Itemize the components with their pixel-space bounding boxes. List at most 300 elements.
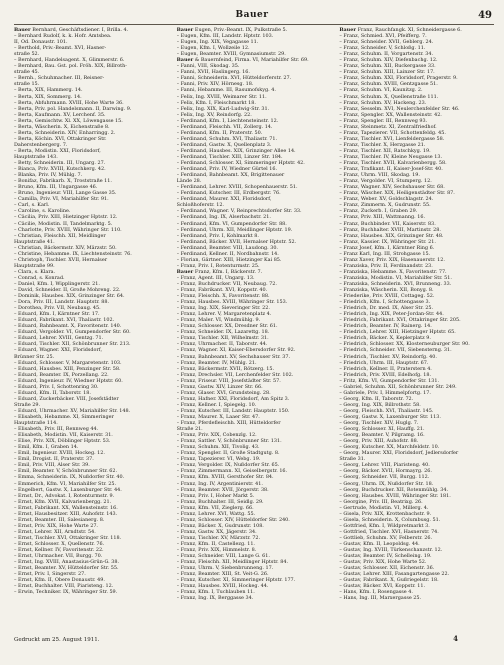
entry-text: – Eduard, Kfm. II, Taborstr. 18.: [14, 389, 91, 396]
entry-text: – Franz, Schuhm. XIII, Lainzer Str. 17.: [339, 69, 435, 76]
entry-text: – Eduard, Beamter. IX, Porzellang. 22.: [14, 371, 109, 378]
entry-text: – Franz, Zimmerm. X, Gudrunstr. 55.: [339, 202, 431, 209]
entry-text: – Ferdinand, Kfm. II, Praterstr. 50.: [176, 129, 263, 136]
entry-text: – Friedrich, Schneider. VII, Siebensterng. 31.: [339, 347, 452, 354]
entry-text: – Erwin, Techniker. IX, Währinger Str. 59.: [14, 589, 118, 596]
entry-text: – Berta, XIX, Hammerg. 14.: [14, 87, 83, 94]
entry-text: – Franz, Tischler. X, Herzgasse 21.: [339, 141, 426, 148]
entry-text: – Franz, Priv. I, Hoher Markt 5.: [176, 492, 255, 499]
entry-text: – Franz, Schuhm. XII, Ruckergasse 33.: [339, 63, 436, 70]
entry-text: – Berta, Gemischtw. Xl. XX, Löwengasse 15.: [14, 117, 123, 124]
entry-text: – Franz, Tapezierer. VII, Schottenfeldg. 45.: [339, 129, 446, 136]
entry-text: – Ferdinand, Schuhm. XVI, Thaliastr. 71.: [176, 135, 278, 142]
entry-text: – Franz, Schuhm. X, Quellenstraße 111.: [339, 93, 439, 100]
entry-text: – Gottfried, Kfm. I, Wildpretmarkt 3.: [339, 522, 430, 529]
entry-text: – Franz, Hafner. XXI, Floridsdorf, Am Spitz 3.: [176, 395, 290, 402]
entry-text: – Franz, Weber. XV, Goldschlagstr. 24.: [339, 196, 434, 203]
entry-text: – Ernst, Kfm. II, Obere Donaustr. 49.: [14, 577, 105, 584]
entry-text: – Ferdinand, Hausbes. XIX, Grinzinger Allee 14.: [176, 147, 296, 154]
entry-text: – Franz, Uhrm. V, Siebenbrunneng. 17.: [176, 565, 274, 572]
entry-text: – Berta, Köchin. XVI, Ottakringer Str.: [14, 135, 107, 142]
entry-text: – Ferdinand, Tischler. XIII, Linzer Str. 184.: [176, 153, 283, 160]
entry-text: – Fritz, Kfm. VI, Gumpendorfer Str. 131.: [339, 377, 440, 384]
entry-text: – Franz, Kutscher. III, Landstr. Hauptstr. 150.: [176, 407, 290, 414]
entry-text: – Bianca, Priv. XVIII, Kutschkerg. 42.: [14, 166, 106, 173]
entry-text: – Franz, Bäcker. X, Gudrunstr. 108.: [176, 522, 264, 529]
entry-text: – Franz, Drechsler. VII, Lerchenfelder Str. 102.: [176, 371, 294, 378]
entry-text: – Gustav, Priv. XIX, Hohe Warte 52.: [339, 559, 427, 566]
entry-text: – Eduard, Kfm. I, Kärntner Str. 17.: [14, 311, 100, 318]
entry-text: – Gustav, Fabrikant. X, Gußriegelstr. 18.: [339, 577, 439, 584]
entry-text: – Ferdinand, Maurer. XXI, Floridsdorf,: [176, 196, 272, 203]
entry-text: – Gustav, Lehrer. XIII, Fasangartengasse 22.: [339, 571, 450, 578]
entry-text: – Florian, Gärtner. XIII, Hietzinger Kai 85.: [176, 256, 282, 263]
entry-text: – Ernst, Schlosser. X, Quellenstr. 76.: [14, 540, 105, 547]
entry-text: – Friedrich, Bäcker. X, Keplerplatz 9.: [339, 335, 431, 342]
entry-text: – Fanni, XVII, Haslingerg. 16.: [176, 69, 250, 76]
entry-text: – Franz, Sattler. V, Schönbrunner Str. 131.: [176, 438, 282, 445]
directory-columns: [14, 27, 494, 630]
page-header: [0, 10, 504, 24]
entry-text: – Christine, Hebamme. IX, Liechtensteinstr. 76.: [14, 250, 132, 257]
entry-text: – Gisela, Schneiderin. X, Columbusg. 51.: [339, 516, 441, 523]
entry-text: – Franz, Kfm. I, Tuchlauben 11.: [176, 589, 255, 596]
entry-text: – Franz, Lehrer. V, Margaretenplatz 4.: [176, 311, 272, 318]
entry-text: – Franziska, Wäscherin. XII, Bonyg. 8.: [339, 287, 434, 294]
entry-text: – Friedrich, Tischler. XV, Reindorfg. 40.: [339, 353, 437, 360]
entry-text: – Franz, Fabrikant. XVI, Koppstr. 40.: [176, 287, 268, 294]
entry-text: – Ferdinand, Kfm. VI, Gumpendorfer Str. 88.: [176, 220, 287, 227]
entry-text: – Friedrich, Kfm. I, Schottengasse 3.: [339, 299, 431, 306]
entry-text: – Caroline, s. Karoline.: [14, 208, 71, 215]
entry-text: – Franz, Kfm. XVIII, Gersthofer Str. 84.: [176, 474, 274, 481]
entry-text: – Elisabeth, Modistin. VII, Kaiserstr. 31.: [14, 432, 113, 439]
entry-text: – Eugen, Kfm. I, Wollzeile 12.: [176, 45, 250, 52]
entry-text: – Gottlieb, Schuhm. XV, Felberstr. 26.: [339, 534, 433, 541]
entry-text: – Ferdinand, Schlosser. XI, Simmeringer Hptstr. 42.: [176, 160, 305, 167]
entry-text: – Emil, Beamter. V, Schönbrunner Str. 62.: [14, 468, 118, 475]
page-number: 49: [478, 10, 492, 21]
entry-text: – Eugen, Beamter. XVIII, Gymnasiumstr. 29.: [176, 51, 286, 58]
entry-text: – Georg, Schneider. VII, Burgg. 112.: [339, 474, 430, 481]
entry-text: – Georg, Bäcker. XVII, Hormayrg. 26.: [339, 468, 432, 475]
entry-text: Franz, Rauchfangk. XI, Schneidergasse 6.: [357, 27, 462, 33]
entry-text: II, Od. Donaustr. 101.: [14, 39, 68, 46]
entry-text: – Emma, Schneiderin. IX, Nußdorfer Str. 40.: [14, 474, 125, 481]
entry-text: – Franz, Wäscher. XIX, Heiligenstädter Str. 87.: [339, 190, 455, 197]
directory-entry: [339, 595, 494, 601]
entry-text: – Georgine, Priv. III, Beatrixg. 26.: [339, 498, 423, 505]
entry-text: – Emmerich, Kfm. VI, Mariahilfer Str. 25.: [14, 480, 117, 487]
entry-text: – Emil, Drogist. II, Praterstr. 37.: [14, 456, 94, 463]
entry-text: – Franz, Hausbes. XVIII, Währinger Str. 153.: [176, 299, 288, 306]
entry-text: – Franziska, Schneiderin. XVI, Brunneng. 33.: [339, 280, 452, 287]
entry-text: – Franz, Maurer. X, Laaer Str. 47.: [176, 414, 260, 420]
entry-text: – Gustav, Beamter. IV, Schelleing. 19.: [339, 553, 432, 560]
entry-text: – Friedrich, Schlosser. XX, Klosterneuburger Str. 90.: [339, 341, 470, 348]
entry-text: – Franz, Schneider. VIII, Lange G. 61.: [176, 553, 270, 560]
entry-text: Hauptstraße 41.: [14, 238, 55, 245]
entry-text: Hauptstraße 143.: [14, 153, 58, 160]
entry-text: – Ferdinand, Fleischh. VII, Zollerg. 14.: [176, 123, 273, 130]
entry-surname: Bauer: [176, 268, 195, 275]
entry-text: – Ferdinand, Uhrm. XII, Meidlinger Hptstr. 19.: [176, 226, 293, 233]
entry-text: – Ernst, Tischler. XVI, Ottakringer Str. 118.: [14, 534, 122, 541]
entry-text: – Franz, Tischler. XII, Ratschkyg. 19.: [339, 147, 431, 154]
entry-text: – Franz, Schneider. XVII, Geblerg. 24.: [339, 39, 434, 46]
entry-text: – Franz, Friseur. VIII, Josefstädter Str. 57.: [176, 377, 281, 384]
entry-text: – Friedrich, Fabrikant. XVI, Ottakringer Str. 205.: [339, 317, 461, 324]
entry-text: – Blanka, Priv. IV, Mühlg. 7.: [14, 172, 83, 179]
entry-text: & Bauernfeind, Firma. VI, Mariahilfer Str. 69.: [194, 57, 309, 64]
entry-text: – Ernst, Buchhalter. VIII, Piaristeng. 12.: [14, 583, 114, 590]
print-date: Gedruckt am 25. August 1911.: [14, 637, 100, 643]
entry-text: – Ferdinand, Lehrer. XVIII, Schopenhauerstr. 51.: [176, 184, 298, 191]
entry-text: – Franz, Priv. XIX, Cobenzlg. 12.: [176, 432, 257, 439]
entry-text: – Bernhard, Handelsagent. X, Glimmerstr. 6.: [14, 57, 125, 64]
entry-text: – Ferdinand, Bahnbeamt. XX, Brigittenauer: [176, 172, 285, 179]
entry-text: – Berta, XIX, Sommerg. 14.: [14, 93, 82, 100]
entry-text: – Gustav, Bäcker. XVI, Koppstr. 11.: [339, 583, 426, 590]
entry-text: – Franz, Gastw. XX, Jägerstr. 34.: [176, 528, 257, 535]
entry-text: – Franz, Uhrmacher. II, Taborstr. 44.: [176, 341, 268, 348]
entry-text: – Ernst, Beamter. III, Salesianerg. 8.: [14, 516, 105, 523]
entry-text: – Bernhard, Bau. Gst. pol. Fröh. XIX, Billroth-: [14, 63, 127, 70]
entry-text: – Charlotte, Priv. XVIII, Währinger Str. 110.: [14, 226, 122, 233]
signature-mark: 4: [453, 634, 458, 643]
entry-text: Straße 29.: [14, 401, 41, 408]
entry-text: – Conrad, s. Konrad.: [14, 274, 65, 281]
entry-text: – Franz, Buchbinder. VII, Kaiserstr. 83.: [339, 220, 436, 227]
entry-text: – Franz, Tischler. XVII, Kalvarienbergg. 58.: [339, 160, 447, 167]
entry-text: straße 52.: [14, 51, 40, 58]
entry-text: Hauptstraße 114.: [14, 420, 58, 427]
entry-text: – Ferdinand, Priv. IV, Wiedner Gürtel 16.: [176, 166, 277, 173]
entry-text: – Franz, Schlosser. XIV, Hütteldorfer Str. 240.: [176, 516, 290, 523]
entry-text: – Felix, Kfm. I, Fleischmarkt 18.: [176, 99, 256, 106]
entry-text: – Hans, Kfm. I, Rosengasse 4.: [339, 589, 413, 596]
entry-text: – Ferdinand, Gastw. X, Quellenplatz 3.: [176, 141, 272, 148]
entry-text: – Franz, Lehrer. XVI, Wattg. 55.: [176, 510, 256, 517]
entry-text: – Fanni, Hebamme. III, Rasumofskyg. 4.: [176, 87, 276, 94]
entry-text: – Berta, Modistin. XXI, Floridsdorf,: [14, 147, 101, 154]
entry-text: – Friederike, Priv. XVIII, Cottageg. 52.: [339, 293, 435, 300]
entry-surname: Bauer: [176, 27, 195, 33]
entry-text: – Eduard, Wagner. XXI, Floridsdorf,: [14, 347, 102, 354]
entry-text: – Berthold, Priv.-Beamt. XVI, Hasner-: [14, 45, 107, 52]
entry-text: – Franz, Beamter. XIII, St. Veit-G. 26.: [176, 571, 269, 578]
entry-text: – Felix, Ing. XV, Reindorfg. 22.: [176, 111, 252, 118]
entry-text: – Gertrude, Modistin. VI, Millerg. 4.: [339, 504, 429, 511]
entry-text: – Ferdinand, Kfm. I, Liechtensteinstr. 12.: [176, 117, 279, 124]
entry-text: – Franz, Fleischh. XII, Meidlinger Hptstr. 84.: [176, 559, 288, 566]
entry-text: Brünner Str. 25.: [14, 353, 55, 360]
entry-text: – Franz, Schneider. V, Schloßg. 11.: [339, 45, 426, 52]
entry-text: – Elisabeth, Priv. III, Rennweg 44.: [14, 426, 99, 433]
entry-text: Hauptstraße 99.: [14, 262, 55, 269]
entry-text: – Berta, Abfuhrmann. XVIII, Hohe Warte 36.: [14, 99, 124, 106]
entry-text: – Bernh., Schuhmacher. III, Reisner-: [14, 75, 105, 82]
entry-text: – Gisela, Priv. XIX, Krottenbachstr. 9.: [339, 510, 432, 517]
entry-text: – Eugen, Kfm. III, Landstr. Hptstr. 103.: [176, 33, 274, 40]
entry-text: – Ernst, Kellner. IV, Favoritenstr. 22.: [14, 547, 104, 554]
entry-text: – Ernst, Uhrmacher. VII, Burgg. 70.: [14, 553, 103, 560]
entry-text: – Dorothea, Priv. VII, Neubaug. 45.: [14, 305, 101, 312]
entry-text: – Franz, Buchhalter. III, Seidlg. 29.: [176, 498, 264, 505]
entry-text: straße 45.: [14, 69, 40, 76]
entry-text: – Friedrich, Uhrm. III, Hauptstr. 67.: [339, 359, 429, 366]
directory-entry: [14, 589, 169, 595]
entry-text: – Friedrich, Lehrer. XIII, Hietzinger Hptstr. 65.: [339, 329, 456, 336]
entry-text: – Franz, Ing. IV, Argentinierstr. 41.: [176, 480, 263, 487]
entry-text: – Ferdinand, Kellner. II, Nordbahnstr. 14.: [176, 250, 279, 257]
column-2: [177, 27, 332, 630]
entry-text: – Emil, Priv. VIII, Alser Str. 39.: [14, 462, 90, 469]
entry-text: – Ernst, Priv. I, Singerstr. 27.: [14, 571, 86, 578]
entry-text: Bernhard, Geschäftsdiener. I, Brilla. 4.: [32, 27, 129, 33]
entry-text: – Franz, Kfm. II, Castellezg. 11.: [176, 540, 255, 547]
entry-text: – Franz, Schuhm. II, Vorgartenstr. 34.: [339, 51, 434, 58]
entry-text: – Ernst, Ing. XVIII, Anastasius-Grün-G. 38.: [14, 559, 120, 566]
entry-text: – Franz, Vergolder. VI, Stumperg. 12.: [339, 178, 432, 185]
entry-text: – Franziska, Priv. II, Ferdinandstr. 23.: [339, 262, 433, 269]
entry-text: – Bruno, Ingenieur. VIII, Lange Gasse 35.: [14, 190, 117, 197]
entry-text: – Christian, Bäckermstr. XIV, Märzstr. 50.: [14, 244, 117, 251]
entry-text: – Franz, Hausbes. XVIII, Hockeg. 44.: [176, 583, 269, 590]
directory-entry: [177, 595, 332, 601]
entry-text: – Gottfried, Tischler. XVI, Hasnerstr. 74.: [339, 528, 439, 535]
entry-text: – Franz, Maler. VI, Windmühlg. 9.: [176, 317, 261, 324]
entry-text: – Eduard, Hausbes. XIII, Penzinger Str. 58.: [14, 365, 121, 372]
entry-text: – Franz, Zuckerb. I, Graben 29.: [339, 208, 418, 215]
entry-text: – Georg, Gastw. X, Laxenburger Str. 113.: [339, 414, 441, 420]
entry-text: – Berta, Wäscherin. X, Eichenstraße 8.: [14, 123, 110, 130]
entry-text: – Franz, Beamter. XVII, Jörgerstr. 38.: [176, 486, 269, 493]
entry-text: – Eduard, Zuckerbäcker. VIII, Josefstädter: [14, 395, 119, 402]
entry-text: – Berta, Priv. pol. Handelsmann. II, Darwing. 9.: [14, 105, 132, 112]
column-1: [14, 27, 169, 630]
entry-text: – Franziska, Modistin. VI, Mariahilfer Str. 51.: [339, 274, 452, 281]
entry-text: – Georg, Lehrer. VIII, Piaristeng. 40.: [339, 462, 430, 469]
entry-text: – Ernst, Priv. XIX, Hohe Warte 27.: [14, 522, 98, 529]
entry-text: – Emil, Kfm. I, Graben 14.: [14, 444, 79, 451]
entry-text: – Georg, Priv. XIII, Auhofstr. 88.: [339, 438, 419, 445]
entry-text: – Eduard, Priv. I, Schottenring 30.: [14, 383, 99, 390]
entry-text: – Eduard, Uhrmacher. XV, Mariahilfer Str. 148.: [14, 407, 131, 414]
entry-text: – Franz, Beamter. IV, Mühlg. 21.: [176, 359, 257, 366]
entry-text: – Franz, Zimmermann. XI, Geiselbergstr. 16.: [176, 468, 288, 475]
entry-text: – Franz, Tapezierer. VI, Webg. 19.: [176, 456, 261, 463]
entry-text: – Fanni, Schneiderin. XVI, Hütteldorferstr. 27.: [176, 75, 292, 82]
entry-text: – Georg, Maurer. XXI, Floridsdorf, Jedlersdorfer: [339, 450, 459, 457]
entry-text: – Carl, s. Karl.: [14, 202, 50, 209]
entry-text: – Felix, Ing. XIX, Karl-Ludwig-Str. 31.: [176, 105, 270, 112]
entry-text: – Ferdinand, Kutscher. III, Erdbergstr. 76.: [176, 190, 281, 197]
entry-text: – Franz, Kellner. I, Spiegelg. 10.: [176, 401, 257, 408]
entry-text: – Eugen, Ing. XIX, Vegagasse 11.: [176, 39, 259, 46]
entry-text: – Franz, Ing. XIX, Sieveringer Str. 22.: [176, 305, 270, 312]
entry-text: – Georg, Tischler. XIV, Huglg. 7.: [339, 420, 419, 427]
entry-text: – Franz, Priv. XIII, Wattmanng. 16.: [339, 214, 426, 221]
entry-text: – Gustav, Kfm. II, Leopoldsg. 44.: [339, 540, 420, 547]
entry-text: – Franz, Agent. III, Ungarg. 13.: [176, 274, 255, 281]
entry-text: – Eduard, Ingenieur. IV, Wiedner Hptstr. 60.: [14, 377, 123, 384]
entry-text: – Ferdinand, Priv. I, Kohlmarkt 8.: [176, 232, 259, 239]
entry-text: Straße 21.: [176, 426, 203, 433]
entry-text: – Georg, Kutscher. XX, Marchfeldstr. 10.: [339, 444, 440, 451]
entry-text: – Fanni, Priv. XIV, Hörnesg. 18.: [176, 81, 254, 88]
entry-text: – Gabriele, Priv. I, Himmelpfortg. 17.: [339, 389, 431, 396]
entry-text: – Daniel, Kfm. I, Wipplingerstr. 21.: [14, 280, 100, 287]
entry-text: – Betty, Schneiderin. III, Ungarg. 27.: [14, 160, 106, 167]
entry-text: – Christian, Fleischh. XII, Meidlinger: [14, 232, 106, 239]
entry-text: – Franz, Kutscher. XI, Simmeringer Hptstr. 177.: [176, 577, 296, 584]
column-3: [339, 27, 494, 630]
entry-text: – Friedrich, Dr. med. IX, Alser Str. 25.: [339, 305, 434, 312]
entry-text: – Friedrich, Beamter. IV, Rainerg. 14.: [339, 323, 432, 330]
entry-text: – Franziska, Hebamme. X, Favoritenstr. 77.: [339, 268, 447, 275]
entry-text: – Dora, Priv. III, Landstr. Hauptstr. 88.: [14, 299, 110, 306]
entry-text: – Franz Karl, Ing. III, Strohgasse 15.: [339, 250, 431, 257]
entry-text: – Christoph, Tischler. XVII, Hernalser: [14, 256, 108, 263]
entry-text: – Franz, Glaser. XVI, Grundsteing. 28.: [176, 389, 271, 396]
entry-text: – Franz, Buchhalter. XVIII, Martinstr. 28.: [339, 226, 441, 233]
entry-text: – Gabriel, Schuhm. XII, Schönbrunner Str. 249.: [339, 383, 457, 390]
entry-text: – Franz, Bahnbeamt. XV, Sechshauser Str. 37.: [176, 353, 291, 360]
entry-text: Daherstenbergerg. 7.: [14, 141, 68, 148]
entry-text: – Eduard, Fabrikant. XVI, Thaliastr. 102.: [14, 317, 115, 324]
entry-text: – Gustav, Ing. XVIII, Türkenschanzstr. 12.: [339, 547, 443, 554]
entry-text: – Franz, Gastw. XIV, Linzer Str. 66.: [176, 383, 263, 390]
entry-text: – Franz, Priv. XIX, Himmelstr. 8.: [176, 547, 257, 554]
entry-text: – Berta, Kaufmann. XV, Lerchenf. 35.: [14, 111, 106, 118]
entry-text: – Bruno, Kfm. III, Ungargasse 46.: [14, 184, 98, 191]
entry-text: – Ferdinand, Bäcker. XVII, Hernalser Hptstr. 52.: [176, 238, 297, 245]
entry-text: – Franz, Schmied. XVI, Pfeifferg. 7.: [339, 33, 427, 40]
entry-text: – Franz, Spengler. XX, Wallensteinstr. 42.: [339, 111, 442, 118]
entry-text: – Friedrich, Priv. XVIII, Edelhofg. 18.: [339, 371, 432, 378]
entry-text: – Franz, Hausbes. XIX, Grinzinger Str. 48.: [339, 232, 444, 239]
entry-text: – Ernst, Fabrikant. XX, Wallensteinstr. 16.: [14, 504, 118, 511]
entry-text: Schloßhoferstr. 12.: [176, 202, 224, 209]
entry-text: – Eduard, Schlosser. V, Margaretenstr. 103.: [14, 359, 122, 366]
entry-text: Franz, Kfm. I, Bäckerstr. 7.: [194, 268, 263, 275]
entry-text: – Franz, Spengler. II, Große Stadtgutg. 8.: [176, 450, 280, 457]
entry-text: Eugen, Priv.-Beamt. IX, Pulkstraße 5.: [194, 27, 288, 33]
entry-text: – Franz, Tischler. XV, Märzstr. 72.: [176, 534, 261, 541]
entry-text: – Franz, Schlosser. XX, Dresdner Str. 61.: [176, 323, 278, 330]
entry-text: – Cäcilie, Modistin. II, Tandelmarktg. 5.: [14, 220, 113, 227]
entry-text: – Franz, Schuhm. VI, Kaunitzg. 2.: [339, 87, 423, 94]
entry-text: – Bernhard Rudolf, k. k. Hofr. Amtsbea.: [14, 33, 112, 40]
entry-text: – Franz, Bäckermstr. XVII, Rötzerg. 15.: [176, 365, 275, 372]
entry-text: – Eduard, Bahnbeamt. X, Favoritenstr. 140.: [14, 323, 122, 330]
entry-text: Lände 28.: [176, 178, 202, 185]
entry-text: – Elisabeth, Hebamme. XI, Simmeringer: [14, 414, 114, 420]
entry-text: – Franz, Schneider. IX, Lazarettg. 18.: [176, 329, 270, 336]
entry-text: – Eduard, Vergolder. VI, Gumpendorfer Str. 60.: [14, 329, 131, 336]
entry-text: – Franz, Schuhm. XIV, Diefenbachg. 12.: [339, 57, 438, 64]
entry-text: – Franz Xaver, Priv. XIX, Hasenauerstr. 12.: [339, 256, 445, 263]
entry-text: – Franz, Kfm. VII, Zieglerg. 66.: [176, 504, 254, 511]
entry-surname: Bauer: [176, 57, 195, 64]
entry-text: – Franz, Schuhm. XXI, Floridsdorf, Pragerstr. 9.: [339, 75, 458, 82]
header-rule: [14, 24, 494, 25]
entry-text: – Camilla, Priv. VI, Mariahilfer Str. 91.: [14, 196, 109, 203]
entry-text: – Ferdinand, Ing. IX, Alserbachstr. 21.: [176, 214, 271, 221]
entry-text: – Franz, Wagner. XI, Kaiser-Ebersdorfer Str. 92.: [176, 347, 296, 354]
entry-text: – Bonifaz, Fabrikarb. X, Troststraße 11.: [14, 178, 112, 185]
entry-surname: Bauer: [339, 27, 358, 33]
entry-text: – Franz, Ing. IX, Berggasse 34.: [176, 595, 254, 602]
entry-text: – Franz, Tischler. XVI, Lienfeldergasse 58.: [339, 135, 445, 142]
entry-text: – Ernst, Beamter. XV, Hütteldorfer Str. 55.: [14, 565, 119, 572]
entry-text: – Dominik, Hausbes. XIX, Grinzinger Str. 64.: [14, 293, 125, 300]
entry-text: – Franz, Spengler. III, Rennweg 93.: [339, 117, 428, 124]
entry-text: – Franz Josef, Kfm. I, Kärntner Ring 6.: [339, 244, 435, 251]
entry-text: – Ernst, Lehrer. XII, Arndtstr. 54.: [14, 528, 96, 535]
entry-text: – Cäcilia, Priv. XIII, Hietzinger Hptstr. 12.: [14, 214, 118, 221]
entry-text: – Eduard, Lehrer. XVIII, Gentzg. 71.: [14, 335, 104, 342]
entry-text: – Georg, Buchdrucker. XII, Rotenmühlg. 34.: [339, 486, 449, 493]
entry-text: – Ernst, Hausbesitzer. XIII, Auhofstr. 143.: [14, 510, 118, 517]
entry-text: – Franz, Schuhm. XVIII, Gentzgasse 51.: [339, 81, 438, 88]
entry-text: – Gustav, Schlosser. XII, Eichenstr. 36.: [339, 565, 435, 572]
entry-text: – Ferdinand, Beamter. VIII, Laudong. 30.: [176, 244, 278, 251]
entry-text: – Georg, Uhrm. IX, Nußdorfer Str. 18.: [339, 480, 434, 487]
entry-text: – Berta, Schneiderin. XIV, Enharringg. 2.: [14, 129, 116, 136]
entry-text: – David, Schneider. II, Große Mohreng. 22.: [14, 287, 121, 294]
entry-text: – Franz, Schuhm. XII, Tivolig. 43.: [176, 444, 260, 451]
entry-text: – Ernst, Dr., Advokat. I, Rotenturmstr. 9.: [14, 492, 115, 499]
entry-text: – Georg, Schlosser. XI, Hauffg. 21.: [339, 426, 425, 433]
entry-text: – Georg, Ing. XIX, Billrothstr. 58.: [339, 401, 421, 408]
entry-text: – Eduard, Tischler. XII, Schönbrunner Str. 213.: [14, 341, 131, 348]
entry-text: – Georg, Kfm. II, Taborstr. 72.: [339, 395, 414, 402]
entry-surname: Bauer: [14, 27, 33, 33]
entry-text: – Franz, Priv. I, Rotenturmstr. 25.: [176, 262, 260, 269]
entry-text: – Franz, Sesselm. XVI, Neulerchenfelder Str. 46.: [339, 105, 460, 112]
entry-text: – Franz, Schuhm. XV, Hackeng. 23.: [339, 99, 427, 106]
entry-text: Straße 31.: [339, 456, 366, 463]
entry-text: – Clara, s. Klara.: [14, 268, 56, 275]
entry-text: – Franz, Vergolder. IX, Nußdorfer Str. 65.: [176, 462, 280, 469]
running-head: Bauer: [235, 10, 269, 20]
entry-text: – Elise, Priv. XIX, Döblinger Hptstr. 53.: [14, 438, 111, 445]
entry-text: – Franz, Uhrm. VIII, Skodag. 19.: [339, 172, 420, 179]
entry-text: straße 15.: [14, 81, 40, 88]
entry-text: – Friedrich, Kellner. II, Praterstern 4.: [339, 365, 432, 372]
entry-text: – Georg, Hausbes. XVIII, Währinger Str. 181.: [339, 492, 451, 499]
entry-text: – Ernst, Kfm. XVII, Kalvarienbergg. 21.: [14, 498, 112, 505]
entry-text: – Franz, Tischler. IV, Kleine Neugasse 13.: [339, 153, 443, 160]
entry-text: – Hans, Ing. III, Marxergasse 25.: [339, 595, 422, 602]
entry-text: – Felix, Ing. XVIII, Weimarer Str. 11.: [176, 93, 267, 100]
entry-text: – Franz, Buchdrucker. VII, Neubaug. 72.: [176, 280, 277, 287]
entry-text: – Franz, Tischler. XII, Wilhelmstr. 31.: [176, 335, 269, 342]
entry-text: – Ferdinand, Wagner. V, Reinprechtsdorfer Str. 33.: [176, 208, 302, 215]
entry-text: – Fanni, VIII, Skodag. 35.: [176, 63, 240, 70]
entry-text: – Georg, Beamter. V, Pilgramg. 16.: [339, 432, 425, 439]
entry-text: – Emil, Ingenieur. XVIII, Hockeg. 12.: [14, 450, 105, 457]
entry-text: – Franz, Wagner. XIV, Sechshauser Str. 68.: [339, 184, 445, 191]
entry-text: – Friedrich, Ing. XIX, Peter-Jordan-Str. 44.: [339, 311, 444, 318]
entry-text: – Franz, Pferdefleischh. XIII, Hütteldorfer: [176, 420, 281, 427]
entry-text: – Georg, Fleischh. XVI, Thaliastr. 145.: [339, 407, 434, 414]
entry-text: – Franz, Kassier. IX, Währinger Str. 21.: [339, 238, 436, 245]
entry-text: – Franz, Trafikant. II, Kaiser-Josef-Str. 40.: [339, 166, 443, 173]
entry-text: – Franz, Fleischh. X, Favoritenstr. 88.: [176, 293, 270, 300]
